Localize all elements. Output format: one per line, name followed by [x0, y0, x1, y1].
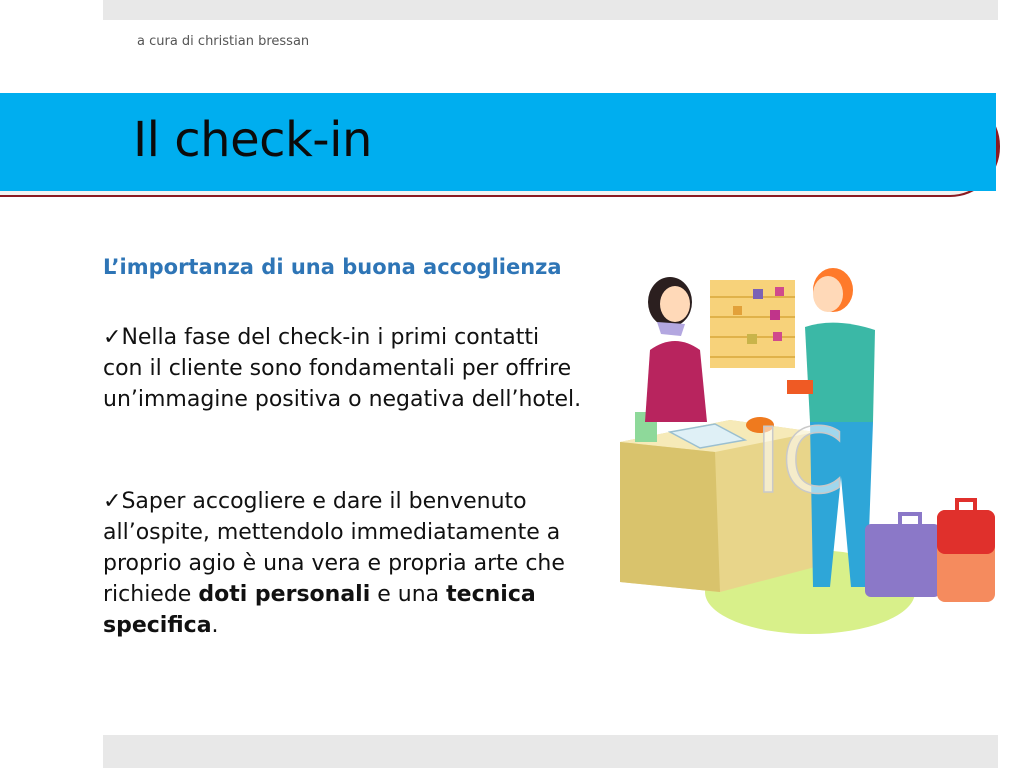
- purple-suitcase-icon: [865, 524, 940, 597]
- bullet-2-end: .: [211, 613, 219, 638]
- author-credit: a cura di christian bressan: [137, 34, 310, 49]
- bullet-1: [103, 322, 583, 415]
- bottom-band: [103, 735, 998, 768]
- bullet-2-bold-2: tecnica specifica: [103, 582, 536, 638]
- check-icon: ✓: [103, 325, 122, 350]
- check-icon: ✓: [103, 489, 122, 514]
- bullet-2: [103, 486, 583, 641]
- guest-card: [787, 380, 813, 394]
- bullet-2-mid: e una: [370, 582, 447, 607]
- top-band: [103, 0, 998, 20]
- reception-clipart-icon: [615, 262, 1000, 647]
- bullet-2-bold-1: doti personali: [198, 582, 371, 607]
- watermark-logo: IC: [755, 409, 845, 514]
- guest-shirt: [805, 323, 875, 422]
- bullet-2-text: Saper accogliere e dare il benvenuto all’ospite, mettendolo immediatamente a proprio agio è una vera e propria arte che richiede: [103, 489, 565, 607]
- receptionist-body: [645, 341, 707, 422]
- reception-illustration: [615, 262, 1000, 647]
- bullet-1-text: Nella fase del check-in i primi contatti con il cliente sono fondamentali per offrire un’immagine positiva o negativa dell’hotel.: [103, 325, 582, 412]
- slide-title: Il check-in: [133, 112, 372, 168]
- slide-subtitle: L’importanza di una buona accoglienza: [103, 255, 562, 279]
